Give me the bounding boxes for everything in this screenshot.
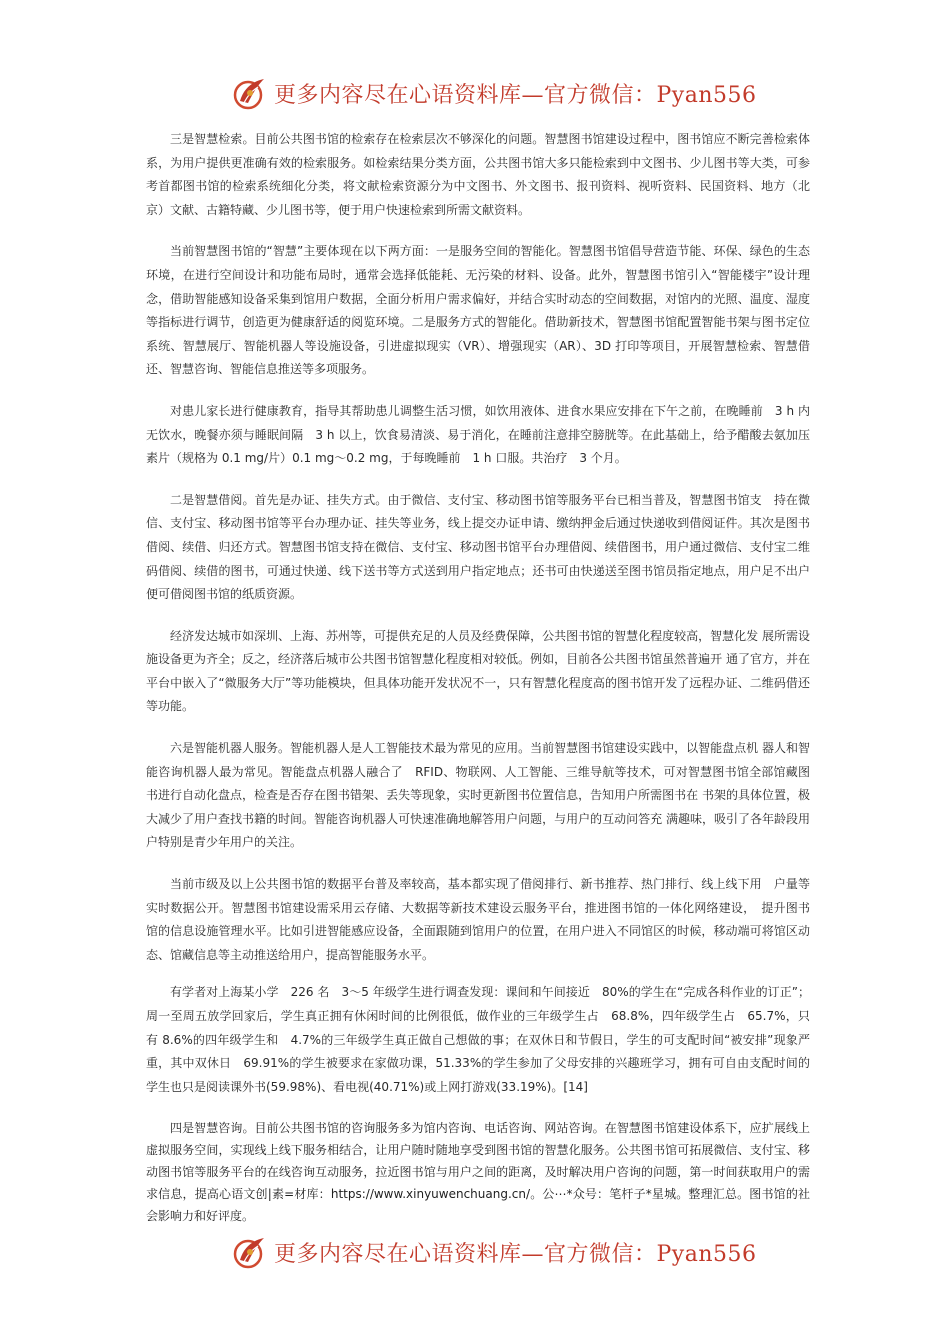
flame-leaf-logo-icon bbox=[230, 1232, 270, 1272]
header-banner bbox=[230, 73, 757, 113]
banner-text: 更多内容尽在心语资料库—官方微信：Pyan556 bbox=[274, 82, 757, 108]
flame-leaf-logo-icon bbox=[230, 73, 270, 113]
paragraph-health-education: 对患儿家长进行健康教育，指导其帮助患儿调整生活习惯，如饮用液体、进食水果应安排在下午之前，在晚睡前 3 h 内无饮水，晚餐亦须与睡眠间隔 3 h 以上，饮食易清淡、易于消化，在睡前注意排空膀胱等。在此基础上，给予醋酸去氨加压素片（规格为 0.1 mg/片）0.1 mg～0.2 mg，于每晚睡前 1 h 口服。共治疗 3 个月。 bbox=[146, 403, 810, 466]
paragraph-robot-service: 六是智能机器人服务。智能机器人是人工智能技术最为常见的应用。当前智慧图书馆建设实践中，以智能盘点机 器人和智能咨询机器人最为常见。智能盘点机器人融合了 RFID、物联网、人工智能、三维导航等技术，可对智慧图书馆全部馆藏图书进行自动化盘点，检查是否存在图书错架、丢失等现象，实时更新图书位置信息，告知用户所需图书在 书架的具体位置，极大减少了用户查找书籍的时间。智能咨询机器人可快速准确地解答用户问题，与用户的互动问答充 满趣味，吸引了各年龄段用户特别是青少年用户的关注。 bbox=[146, 741, 810, 850]
article-body bbox=[146, 128, 810, 1245]
paragraph-economic-cities: 经济发达城市如深圳、上海、苏州等，可提供充足的人员及经费保障，公共图书馆的智慧化程度较高，智慧化发 展所需设施设备更为齐全；反之，经济落后城市公共图书馆智慧化程度相对较低。例如，目前各公共图书馆虽然普遍开 通了官方，并在平台中嵌入了“微服务大厅”等功能模块，但具体功能开发状况不一，只有智慧化程度高的图书馆开发了远程办证、二维码借还等功能。 bbox=[146, 628, 810, 714]
paragraph-smart-library-intelligence: 当前智慧图书馆的“智慧”主要体现在以下两方面：一是服务空间的智能化。智慧图书馆倡导营造节能、环保、绿色的生态环境，在进行空间设计和功能布局时，通常会选择低能耗、无污染的材料、设备。此外，智慧图书馆引入“智能楼宇”设计理念，借助智能感知设备采集到馆用户数据，全面分析用户需求偏好，并结合实时动态的空间数据，对馆内的光照、温度、湿度等指标进行调节，创造更为健康舒适的阅览环境。二是服务方式的智能化。借助新技术，智慧图书馆配置智能书架与图书定位系统、智慧展厅、智能机器人等设施设备，引进虚拟现实（VR）、增强现实（AR）、3D 打印等项目，开展智慧检索、智慧借还、智慧咨询、智能信息推送等多项服务。 bbox=[146, 244, 810, 377]
footer-banner bbox=[230, 1232, 757, 1272]
paragraph-data-platform: 当前市级及以上公共图书馆的数据平台普及率较高，基本都实现了借阅排行、新书推荐、热门排行、线上线下用 户量等实时数据公开。智慧图书馆建设需采用云存储、大数据等新技术建设云服务平台，推进图书馆的一体化网络建设， 提升图书馆的信息设施管理水平。比如引进智能感应设备，全面跟随到馆用户的位置，在用户进入不同馆区的时候，移动端可将馆区动态、馆藏信息等主动推送给用户，提高智能服务水平。 bbox=[146, 877, 810, 962]
banner-text: 更多内容尽在心语资料库—官方微信：Pyan556 bbox=[274, 1241, 757, 1267]
paragraph-smart-search: 三是智慧检索。目前公共图书馆的检索存在检索层次不够深化的问题。智慧图书馆建设过程中，图书馆应不断完善检索体系，为用户提供更准确有效的检索服务。如检索结果分类方面，公共图书馆大多只能检索到中文图书、少儿图书等大类，可参考首都图书馆的检索系统细化分类，将文献检索资源分为中文图书、外文图书、报刊资料、视听资料、民国资料、地方（北京）文献、古籍特藏、少儿图书等，便于用户快速检索到所需文献资料。 bbox=[146, 132, 810, 217]
paragraph-student-survey: 有学者对上海某小学 226 名 3～5 年级学生进行调查发现：课间和午间接近 80%的学生在“完成各科作业的订正”；周一至周五放学回家后，学生真正拥有休闲时间的比例很低，做作业的三年级学生占 68.8%，四年级学生占 65.7%，只有 8.6%的四年级学生和 4.7%的三年级学生真正做自己想做的事；在双休日和节假日，学生的可支配时间“被安排”现象严重，其中双休日 69.91%的学生被要求在家做功课，51.33%的学生参加了父母安排的兴趣班学习，拥有可自由支配时间的学生也只是阅读课外书(59.98%)、看电视(40.71%)或上网打游戏(33.19%)。[14] bbox=[146, 985, 810, 1094]
paragraph-smart-consulting: 四是智慧咨询。目前公共图书馆的咨询服务多为馆内咨询、电话咨询、网站咨询。在智慧图书馆建设体系下，应扩展线上虚拟服务空间，实现线上线下服务相结合，让用户随时随地享受到图书馆的智慧化服务。公共图书馆可拓展微信、支付宝、移动图书馆等服务平台的在线咨询互动服务，拉近图书馆与用户之间的距离，及时解决用户咨询的问题，第一时间获取用户的需求信息，提高心语文创|素=材库：https://www.xinyuwenchuang.cn/。公⋯*众号：笔杆子*星城。整理汇总。图书馆的社会影响力和好评度。 bbox=[146, 1121, 810, 1224]
paragraph-smart-borrowing: 二是智慧借阅。首先是办证、挂失方式。由于微信、支付宝、移动图书馆等服务平台已相当普及，智慧图书馆支 持在微信、支付宝、移动图书馆等平台办理办证、挂失等业务，线上提交办证申请、缴纳押金后通过快递收到借阅证件。其次是图书借阅、续借、归还方式。智慧图书馆支持在微信、支付宝、移动图书馆平台办理借阅、续借图书，用户通过微信、支付宝二维码借阅、续借的图书，可通过快递、线下送书等方式送到用户指定地点；还书可由快递送至图书馆员指定地点，用户足不出户便可借阅图书馆的纸质资源。 bbox=[146, 492, 810, 602]
